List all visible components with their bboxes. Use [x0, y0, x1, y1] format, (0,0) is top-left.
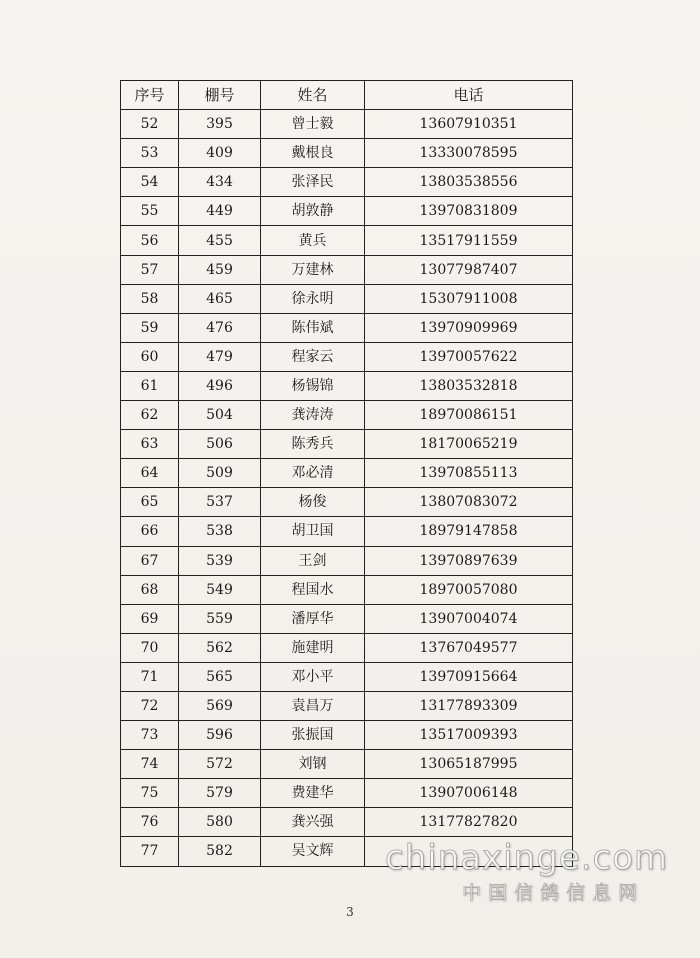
cell-name: 戴根良: [261, 139, 365, 168]
cell-name: 万建林: [261, 255, 365, 284]
cell-name: 费建华: [261, 779, 365, 808]
cell-phone: 13807083072: [365, 488, 573, 517]
cell-serial: 57: [121, 255, 179, 284]
cell-serial: 72: [121, 691, 179, 720]
cell-phone: 18979147858: [365, 517, 573, 546]
cell-phone: 13177893309: [365, 691, 573, 720]
cell-serial: 65: [121, 488, 179, 517]
cell-phone: 13517009393: [365, 721, 573, 750]
cell-name: 程国水: [261, 575, 365, 604]
cell-loft: 569: [179, 691, 261, 720]
table-row: [121, 168, 573, 197]
table-row: [121, 110, 573, 139]
cell-serial: 55: [121, 197, 179, 226]
header-loft: 棚号: [179, 81, 261, 110]
cell-name: 张振国: [261, 721, 365, 750]
cell-name: 曾士毅: [261, 110, 365, 139]
cell-phone: 13970915664: [365, 662, 573, 691]
cell-serial: 75: [121, 779, 179, 808]
cell-serial: 59: [121, 313, 179, 342]
watermark-site: chinaxinge.com: [385, 838, 669, 878]
cell-loft: 455: [179, 226, 261, 255]
cell-loft: 549: [179, 575, 261, 604]
cell-phone: 13767049577: [365, 633, 573, 662]
cell-serial: 71: [121, 662, 179, 691]
cell-phone: 13907006148: [365, 779, 573, 808]
table-row: [121, 459, 573, 488]
header-serial: 序号: [121, 81, 179, 110]
cell-name: 胡敦静: [261, 197, 365, 226]
cell-serial: 63: [121, 430, 179, 459]
cell-name: 陈秀兵: [261, 430, 365, 459]
cell-phone: 13970831809: [365, 197, 573, 226]
cell-name: 杨俊: [261, 488, 365, 517]
cell-name: 潘厚华: [261, 604, 365, 633]
cell-phone: 13970855113: [365, 459, 573, 488]
cell-serial: 60: [121, 342, 179, 371]
cell-phone: 13177827820: [365, 808, 573, 837]
cell-name: 杨锡锦: [261, 371, 365, 400]
cell-phone: 18970086151: [365, 401, 573, 430]
cell-name: 龚涛涛: [261, 401, 365, 430]
cell-phone: 13970897639: [365, 546, 573, 575]
cell-serial: 58: [121, 284, 179, 313]
cell-serial: 61: [121, 371, 179, 400]
cell-name: 王剑: [261, 546, 365, 575]
cell-serial: 76: [121, 808, 179, 837]
cell-serial: 66: [121, 517, 179, 546]
cell-serial: 56: [121, 226, 179, 255]
cell-name: 徐永明: [261, 284, 365, 313]
cell-loft: 559: [179, 604, 261, 633]
cell-loft: 579: [179, 779, 261, 808]
cell-loft: 539: [179, 546, 261, 575]
cell-serial: 68: [121, 575, 179, 604]
table-row: [121, 546, 573, 575]
table-row: [121, 691, 573, 720]
header-phone: 电话: [365, 81, 573, 110]
cell-loft: 538: [179, 517, 261, 546]
cell-name: 刘钢: [261, 750, 365, 779]
cell-name: 袁昌万: [261, 691, 365, 720]
cell-name: 龚兴强: [261, 808, 365, 837]
table-row: [121, 604, 573, 633]
cell-name: 施建明: [261, 633, 365, 662]
cell-name: 张泽民: [261, 168, 365, 197]
cell-loft: 506: [179, 430, 261, 459]
cell-loft: 596: [179, 721, 261, 750]
table-row: [121, 779, 573, 808]
cell-loft: 434: [179, 168, 261, 197]
table-row: [121, 342, 573, 371]
table-row: [121, 255, 573, 284]
cell-loft: 395: [179, 110, 261, 139]
roster-body: [121, 110, 573, 866]
cell-name: 吴文辉: [261, 837, 365, 866]
cell-loft: 537: [179, 488, 261, 517]
cell-name: 邓必清: [261, 459, 365, 488]
cell-serial: 70: [121, 633, 179, 662]
cell-loft: 504: [179, 401, 261, 430]
cell-phone: 13970057622: [365, 342, 573, 371]
cell-loft: 509: [179, 459, 261, 488]
cell-phone: 13065187995: [365, 750, 573, 779]
table-row: [121, 633, 573, 662]
cell-serial: 67: [121, 546, 179, 575]
table-row: [121, 226, 573, 255]
cell-loft: 479: [179, 342, 261, 371]
cell-loft: 572: [179, 750, 261, 779]
watermark-name: 中国信鸽信息网: [462, 882, 645, 904]
cell-name: 邓小平: [261, 662, 365, 691]
cell-loft: 562: [179, 633, 261, 662]
cell-loft: 459: [179, 255, 261, 284]
header-name: 姓名: [261, 81, 365, 110]
header-row: [121, 81, 573, 110]
cell-loft: 496: [179, 371, 261, 400]
table-row: [121, 808, 573, 837]
table-row: [121, 284, 573, 313]
table-row: [121, 371, 573, 400]
cell-serial: 62: [121, 401, 179, 430]
table-row: [121, 488, 573, 517]
cell-loft: 565: [179, 662, 261, 691]
table-row: [121, 139, 573, 168]
table-row: [121, 401, 573, 430]
cell-phone: 13607910351: [365, 110, 573, 139]
cell-loft: 476: [179, 313, 261, 342]
cell-loft: 409: [179, 139, 261, 168]
table-row: [121, 750, 573, 779]
cell-phone: 13970909969: [365, 313, 573, 342]
cell-serial: 73: [121, 721, 179, 750]
table-row: [121, 313, 573, 342]
cell-phone: 13330078595: [365, 139, 573, 168]
table-row: [121, 430, 573, 459]
table-row: [121, 575, 573, 604]
table-row: [121, 721, 573, 750]
cell-phone: 18970057080: [365, 575, 573, 604]
cell-serial: 54: [121, 168, 179, 197]
cell-name: 陈伟斌: [261, 313, 365, 342]
cell-serial: 69: [121, 604, 179, 633]
cell-phone: 13077987407: [365, 255, 573, 284]
cell-name: 程家云: [261, 342, 365, 371]
cell-loft: 582: [179, 837, 261, 866]
table-row: [121, 662, 573, 691]
cell-phone: 13517911559: [365, 226, 573, 255]
cell-phone: 13803532818: [365, 371, 573, 400]
page-number: 3: [346, 905, 354, 919]
cell-serial: 53: [121, 139, 179, 168]
roster-table: [120, 80, 573, 867]
cell-name: 黄兵: [261, 226, 365, 255]
cell-loft: 449: [179, 197, 261, 226]
cell-serial: 64: [121, 459, 179, 488]
table-row: [121, 197, 573, 226]
cell-phone: 15307911008: [365, 284, 573, 313]
cell-serial: 74: [121, 750, 179, 779]
cell-serial: 77: [121, 837, 179, 866]
cell-loft: 580: [179, 808, 261, 837]
cell-phone: 13803538556: [365, 168, 573, 197]
cell-phone: 18170065219: [365, 430, 573, 459]
cell-serial: 52: [121, 110, 179, 139]
cell-phone: 13907004074: [365, 604, 573, 633]
table-row: [121, 517, 573, 546]
cell-loft: 465: [179, 284, 261, 313]
cell-name: 胡卫国: [261, 517, 365, 546]
